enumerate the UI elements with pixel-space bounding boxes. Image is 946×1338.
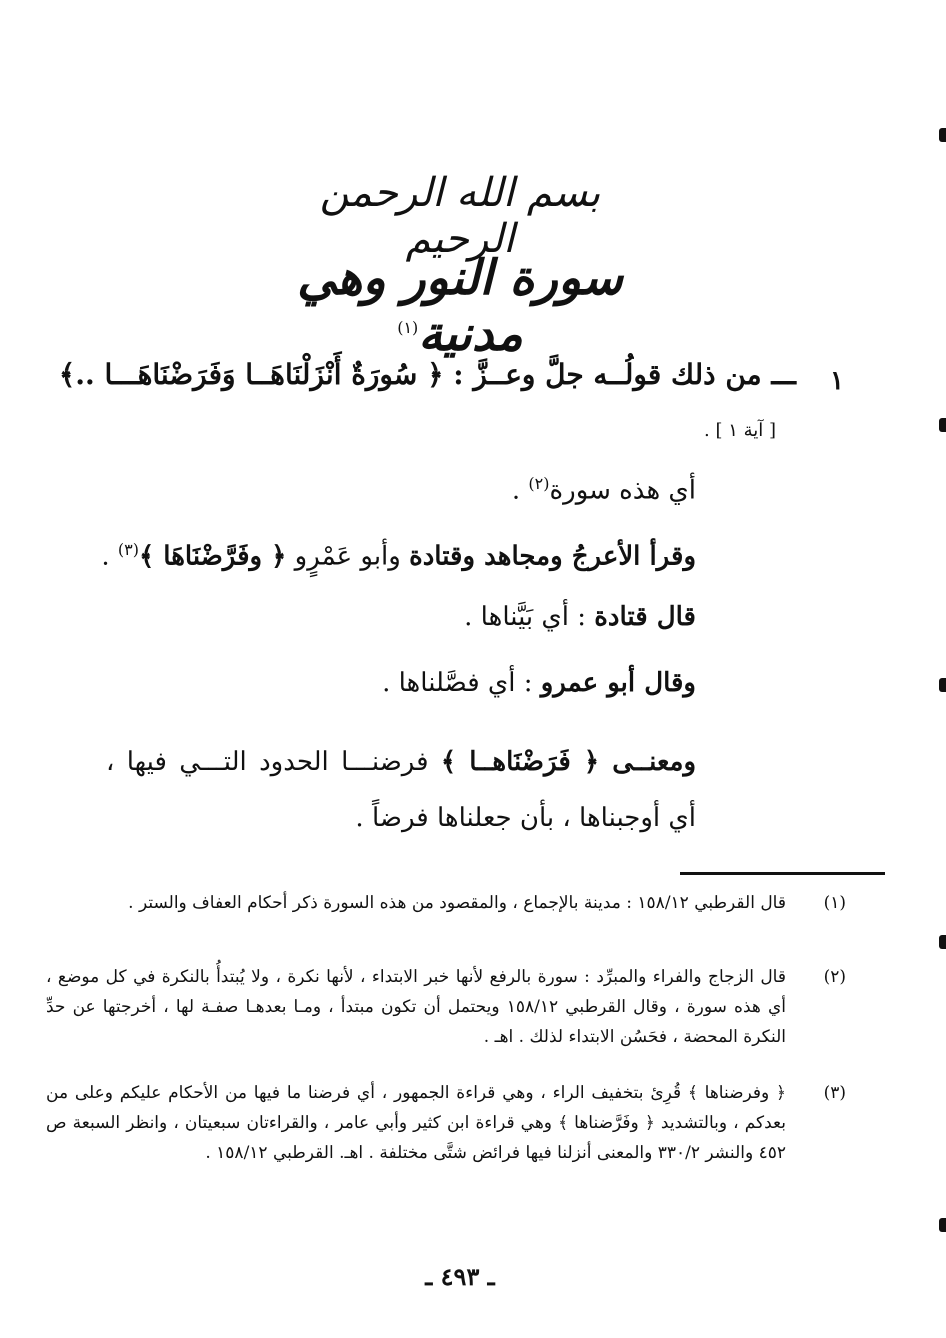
footnote-3-number: (٣)	[823, 1083, 846, 1103]
line-2-bold: وقرأ الأعرجُ ومجاهد وقتادة	[409, 541, 696, 572]
footnote-3	[46, 1078, 846, 1168]
scan-edge-mark	[939, 418, 946, 432]
ayah-reference: [ آية ١ ] .	[704, 420, 776, 441]
footnote-1	[46, 888, 846, 918]
line-4-text: : أي فصَّلناها .	[382, 668, 541, 698]
line-2-tail: .	[101, 541, 118, 572]
ayah-number: ١	[830, 366, 844, 396]
footnote-separator	[680, 872, 885, 875]
commentary-line-4	[382, 668, 696, 698]
line-2-text: وأبو عَمْرٍو	[286, 541, 410, 572]
line-5-text: فرضنـــا الحدود التـــي فيها ، أي أوجبناها ، بأن جعلناها فرضاً .	[106, 747, 696, 833]
surah-title-text: سورة النور وهي مدنية	[297, 250, 623, 362]
surah-title-footnote-ref: (١)	[397, 318, 419, 337]
footnote-2-number: (٢)	[823, 967, 846, 987]
line-2-footnote-ref: (٣)	[117, 540, 140, 559]
footnote-1-text: قال القرطبي ١٥٨/١٢ : مدينة بالإجماع ، والمقصود من هذه السورة ذكر أحكام العفاف والستر .	[128, 893, 786, 913]
footnote-3-text: ﴿ وفرضناها ﴾ قُرِئ بتخفيف الراء ، وهي قراءة الجمهور ، أي فرضنا ما فيها من الأحكام عليكم وعلى من بعدكم ، وبالتشديد ﴿ وفَرَّضناها ﴾ وهي قراءة ابن كثير وأبي عامر ، والقراءتان سبعيتان ، وانظر السبعة ص ٤٥٢ والنشر ٣٣٠/٢ والمعنى أنزلنا فيها فرائض شتَّى مختلفة . اهـ. القرطبي ١٥٨/١٢ .	[46, 1083, 786, 1163]
line-1-text: أي هذه سورة	[549, 475, 696, 506]
scan-edge-mark	[939, 678, 946, 692]
line-5-bold: ومعنــى ﴿ فَرَضْنَاهــا ﴾	[440, 747, 697, 777]
basmala-heading: بسم الله الرحمن الرحيم	[319, 170, 601, 262]
footnote-1-number: (١)	[823, 893, 846, 913]
line-1-footnote-ref: (٢)	[528, 474, 550, 493]
line-3-text: : أي بَيَّناها .	[464, 602, 595, 632]
line-4-bold: وقال أبو عمرو	[540, 668, 696, 698]
scan-edge-mark	[939, 935, 946, 949]
line-1-tail: .	[511, 475, 529, 506]
commentary-line-5	[106, 734, 696, 846]
scan-edge-mark	[939, 1218, 946, 1232]
footnote-2	[46, 962, 846, 1052]
surah-title	[240, 250, 680, 362]
ayah-text: ـــ من ذلك قولُــه جلَّ وعــزَّ : ﴿ سُورَةٌ أَنْزَلْنَاهَــا وَفَرَضْنَاهَـــا ..﴾	[58, 358, 796, 391]
line-3-bold: قال قتادة	[594, 602, 696, 632]
page-number: ـ ٤٩٣ ـ	[425, 1262, 495, 1291]
footnote-2-text: قال الزجاج والفراء والمبرِّد : سورة بالرفع لأنها خبر الابتداء ، لأنها نكرة ، ولا يُبتدأُ بالنكرة في كل موضع ، أي هذه سورة ، وقال القرطبي ١٥٨/١٢ ويحتمل أن تكون مبتدأ ، ومـا بعدهـا صفـة لها ، أخرجتها عن حدِّ النكرة المحضة ، فحَسُن الابتداء لذلك . اهـ .	[46, 967, 787, 1047]
line-2-quote: ﴿ وفَرَّضْنَاهَا ﴾	[139, 541, 287, 572]
commentary-line-1	[512, 474, 696, 506]
scan-edge-mark	[939, 128, 946, 142]
commentary-line-3	[464, 602, 696, 632]
commentary-line-2	[101, 540, 696, 572]
